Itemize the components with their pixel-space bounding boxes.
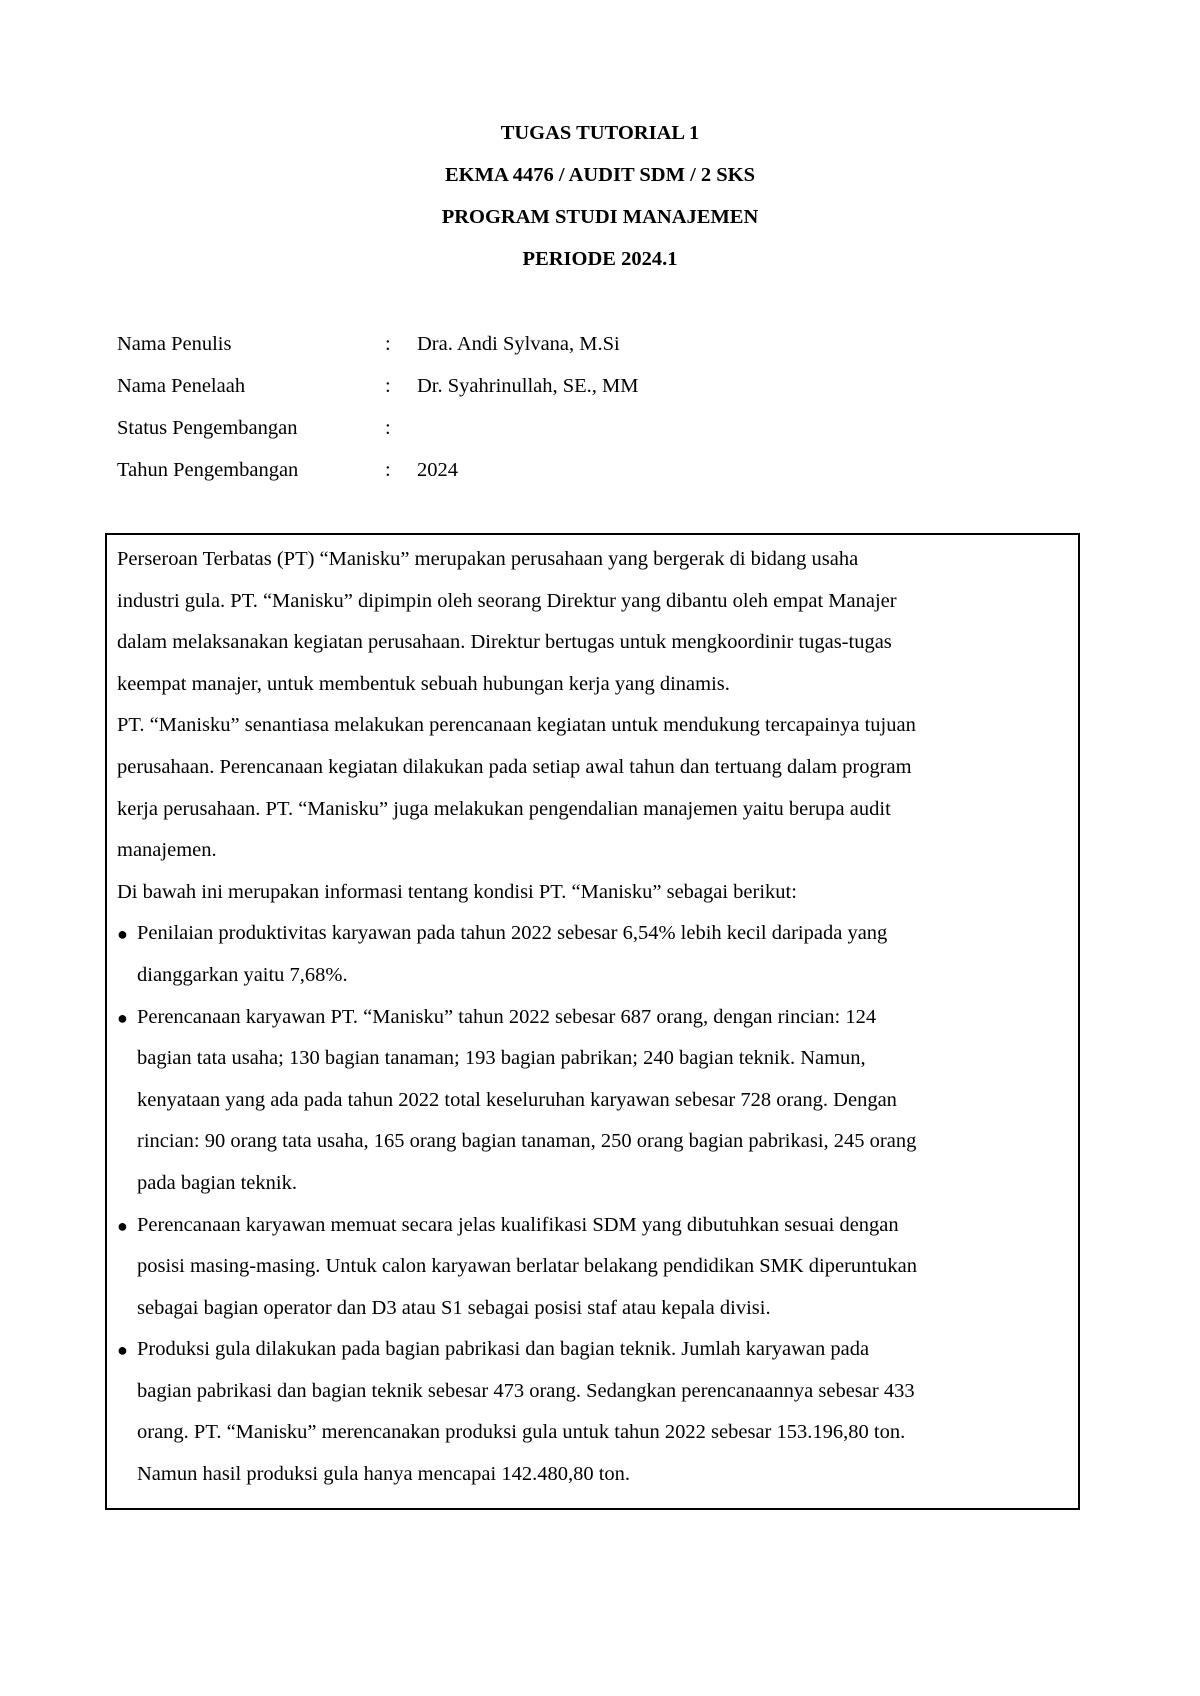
text-line: perusahaan. Perencanaan kegiatan dilakukan pada setiap awal tahun dan tertuang dalam program [117,755,912,778]
text-line: rincian: 90 orang tata usaha, 165 orang bagian tanaman, 250 orang bagian pabrikasi, 245 orang [137,1130,917,1153]
header-course: EKMA 4476 / AUDIT SDM / 2 SKS [444,164,756,186]
case-paragraph-lead-in [117,872,1078,914]
list-item [117,997,1078,1205]
text-line: pada bagian teknik. [137,1171,297,1194]
text-line: sebagai bagian operator dan D3 atau S1 sebagai posisi staf atau kepala divisi. [137,1296,771,1319]
text-line: posisi masing-masing. Untuk calon karyawan berlatar belakang pendidikan SMK diperuntukan [137,1255,917,1278]
list-item [117,1329,1078,1495]
text-line: Perencanaan karyawan memuat secara jelas kualifikasi SDM yang dibutuhkan sesuai dengan [137,1213,899,1236]
text-line: industri gula. PT. “Manisku” dipimpin oleh seorang Direktur yang dibantu oleh empat Manajer [117,589,897,612]
case-study-box [105,533,1080,1510]
text-line: Penilaian produktivitas karyawan pada tahun 2022 sebesar 6,54% lebih kecil daripada yang [137,922,888,945]
meta-separator: : [385,333,391,355]
text-line: kenyataan yang ada pada tahun 2022 total keseluruhan karyawan sebesar 728 orang. Dengan [137,1088,897,1111]
text-line: Perencanaan karyawan PT. “Manisku” tahun 2022 sebesar 687 orang, dengan rincian: 124 [137,1005,877,1028]
condition-list [117,913,1078,1495]
text-line: dianggarkan yaitu 7,68%. [137,963,348,986]
meta-separator: : [385,417,391,439]
list-item [117,913,1078,996]
text-line: keempat manajer, untuk membentuk sebuah hubungan kerja yang dinamis. [117,672,730,695]
text-line: bagian pabrikasi dan bagian teknik sebesar 473 orang. Sedangkan perencanaannya sebesar 433 [137,1379,915,1402]
text-line: PT. “Manisku” senantiasa melakukan perencanaan kegiatan untuk mendukung tercapainya tujuan [117,714,916,737]
bullet-icon: ● [117,1007,128,1028]
text-line: kerja perusahaan. PT. “Manisku” juga melakukan pengendalian manajemen yaitu berupa audit [117,797,891,820]
text-line: dalam melaksanakan kegiatan perusahaan. Direktur bertugas untuk mengkoordinir tugas-tugas [117,631,892,654]
meta-separator: : [385,375,391,397]
meta-label: Tahun Pengembangan [117,459,299,481]
meta-label: Nama Penelaah [117,375,246,397]
text-line: manajemen. [117,839,217,862]
text-line: Perseroan Terbatas (PT) “Manisku” merupakan perusahaan yang bergerak di bidang usaha [117,548,859,570]
case-paragraph-intro [117,539,1078,705]
case-paragraph-planning [117,705,1078,871]
meta-value: 2024 [417,459,458,481]
bullet-icon: ● [117,1340,128,1361]
meta-value: Dra. Andi Sylvana, M.Si [417,333,620,355]
meta-label: Status Pengembangan [117,417,298,439]
meta-value: Dr. Syahrinullah, SE., MM [417,375,639,397]
text-line: orang. PT. “Manisku” merencanakan produksi gula untuk tahun 2022 sebesar 153.196,80 ton. [137,1421,906,1444]
meta-label: Nama Penulis [117,333,232,355]
text-line: Produksi gula dilakukan pada bagian pabrikasi dan bagian teknik. Jumlah karyawan pada [137,1338,870,1361]
bullet-icon: ● [117,924,128,945]
text-line: Di bawah ini merupakan informasi tentang kondisi PT. “Manisku” sebagai berikut: [117,880,797,903]
bullet-icon: ● [117,1215,128,1236]
header-period: PERIODE 2024.1 [522,248,678,270]
header-program: PROGRAM STUDI MANAJEMEN [441,206,759,228]
list-item [117,1205,1078,1330]
header-title: TUGAS TUTORIAL 1 [500,122,700,144]
meta-separator: : [385,459,391,481]
text-line: bagian tata usaha; 130 bagian tanaman; 193 bagian pabrikan; 240 bagian teknik. Namun, [137,1047,866,1070]
document-header [0,112,1200,280]
text-line: Namun hasil produksi gula hanya mencapai 142.480,80 ton. [137,1463,631,1486]
